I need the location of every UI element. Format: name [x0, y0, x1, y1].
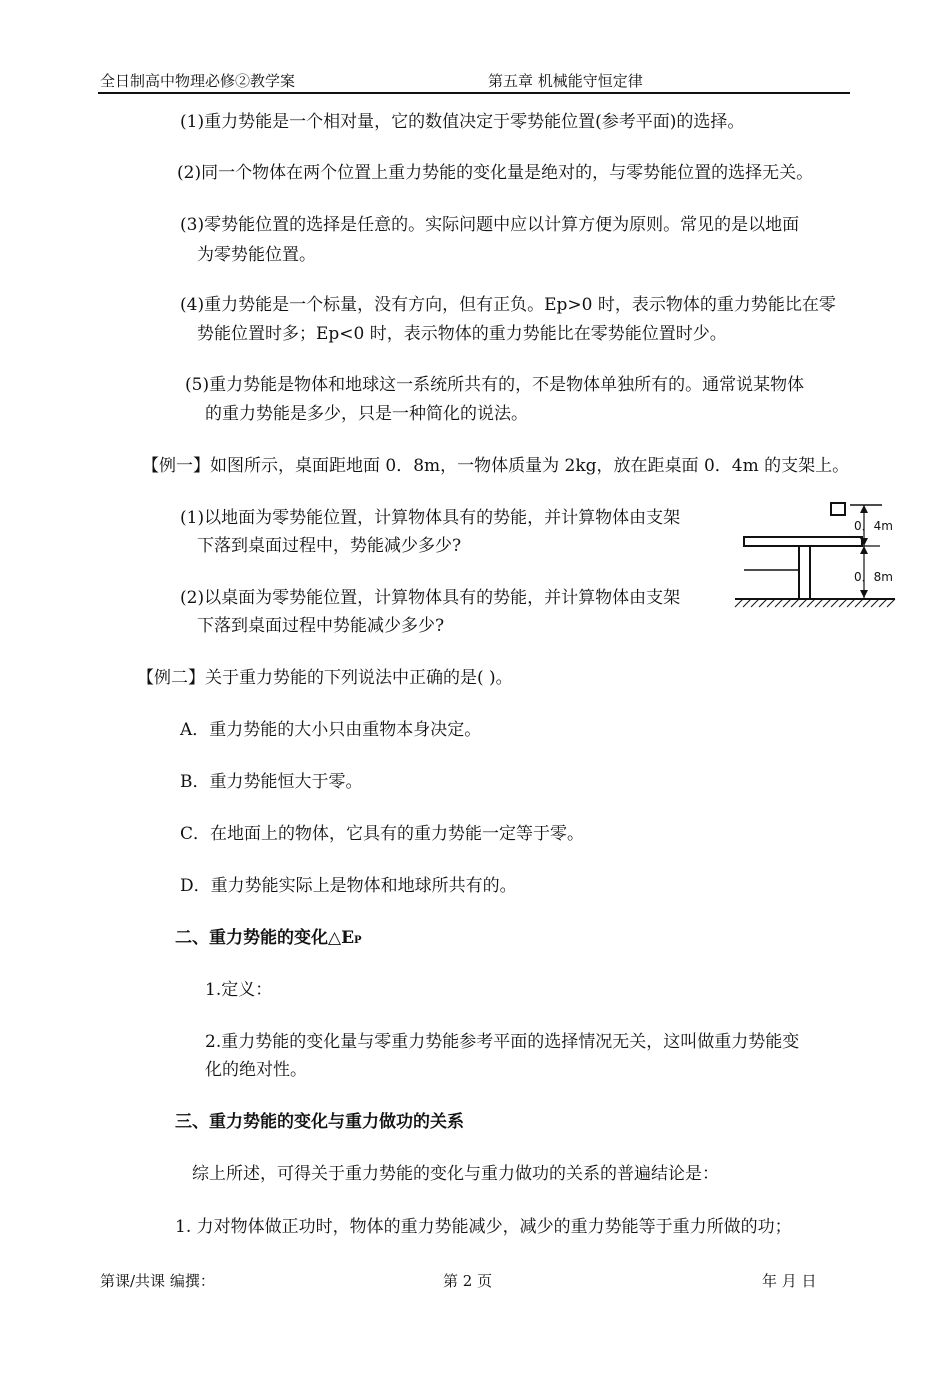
- point-5-line2: 的重力势能是多少，只是一种简化的说法。: [205, 404, 528, 424]
- header-rule: [98, 92, 850, 94]
- option-a: A．重力势能的大小只由重物本身决定。: [180, 720, 482, 740]
- section2-heading: [175, 923, 362, 956]
- header-left: 全日制高中物理必修②教学案: [100, 72, 296, 90]
- footer-left: 第课/共课 编撰：: [100, 1272, 215, 1290]
- label-bottom: 0．8m: [854, 570, 893, 584]
- option-d: D．重力势能实际上是物体和地球所共有的。: [180, 876, 517, 896]
- point-4-line2: 势能位置时多；Ep<0 时，表示物体的重力势能比在零势能位置时少。: [197, 324, 727, 344]
- section2-item1: 1.定义：: [205, 980, 273, 1000]
- footer-date: 年 月 日: [762, 1272, 817, 1290]
- section3-item1: 1. 力对物体做正功时，物体的重力势能减少，减少的重力势能等于重力所做的功；: [175, 1217, 792, 1237]
- example1-q1-line1: (1)以地面为零势能位置，计算物体具有的势能，并计算物体由支架: [180, 508, 681, 528]
- example2-title: 【例二】关于重力势能的下列说法中正确的是( )。: [137, 668, 513, 688]
- point-3-line1: (3)零势能位置的选择是任意的。实际问题中应以计算方便为原则。常见的是以地面: [180, 215, 800, 235]
- example1-q2-line1: (2)以桌面为零势能位置，计算物体具有的势能，并计算物体由支架: [180, 588, 681, 608]
- point-1: (1)重力势能是一个相对量，它的数值决定于零势能位置(参考平面)的选择。: [180, 112, 745, 132]
- example1-title: 【例一】如图所示，桌面距地面 0．8m，一物体质量为 2kg，放在距桌面 0．4m 的支架上。: [142, 456, 850, 476]
- section2-heading-text: 二、重力势能的变化△E: [175, 928, 355, 948]
- table-top: [744, 537, 862, 546]
- section3-heading: 三、重力势能的变化与重力做功的关系: [175, 1112, 464, 1132]
- option-b: B．重力势能恒大于零。: [180, 772, 363, 792]
- section2-item2-line2: 化的绝对性。: [205, 1060, 307, 1080]
- point-3-line2: 为零势能位置。: [197, 245, 316, 265]
- object-box: [831, 503, 845, 515]
- table-figure: [730, 495, 900, 620]
- point-5-line1: (5)重力势能是物体和地球这一系统所共有的，不是物体单独所有的。通常说某物体: [185, 375, 805, 395]
- footer-page-number: 第 2 页: [443, 1272, 493, 1290]
- example1-q2-line2: 下落到桌面过程中势能减少多少?: [197, 616, 445, 636]
- section2-item2-line1: 2.重力势能的变化量与零重力势能参考平面的选择情况无关，这叫做重力势能变: [205, 1032, 800, 1052]
- example1-q1-line2: 下落到桌面过程中，势能减少多少?: [197, 536, 462, 556]
- option-c: C．在地面上的物体，它具有的重力势能一定等于零。: [180, 824, 585, 844]
- section3-summary: 综上所述，可得关于重力势能的变化与重力做功的关系的普遍结论是：: [192, 1164, 719, 1184]
- point-4-line1: (4)重力势能是一个标量，没有方向，但有正负。Ep>0 时，表示物体的重力势能比在零: [180, 295, 836, 315]
- header-right: 第五章 机械能守恒定律: [488, 72, 643, 90]
- section2-heading-sub: P: [354, 935, 362, 946]
- label-top: 0．4m: [854, 519, 893, 533]
- point-2: (2)同一个物体在两个位置上重力势能的变化量是绝对的，与零势能位置的选择无关。: [177, 163, 814, 183]
